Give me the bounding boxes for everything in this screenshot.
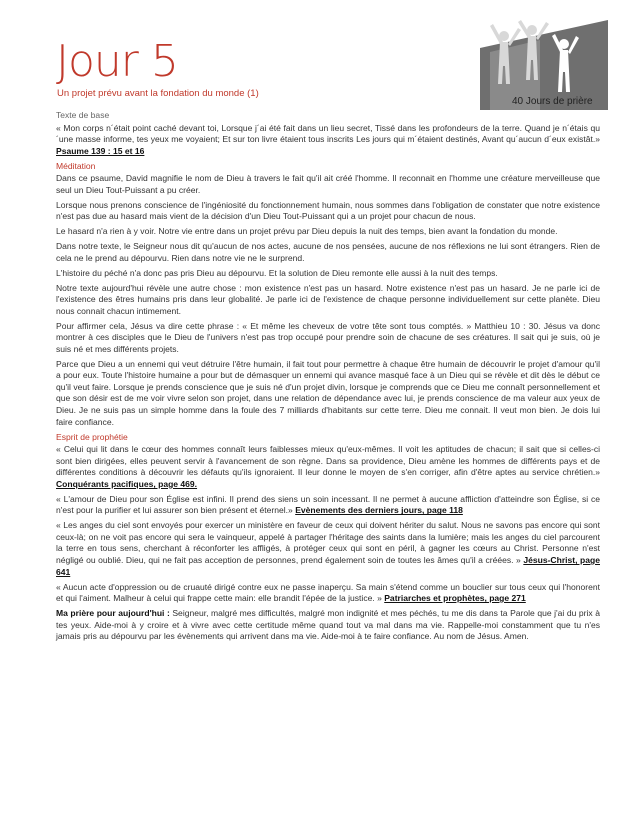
base-text-paragraph [56, 123, 600, 158]
prophecy-quote [56, 520, 600, 578]
quote-text: « L'amour de Dieu pour son Église est infini. Il prend des siens un soin incessant. Il ne permet à aucune affliction d'atteindre son Église, si ce n'est pour la purifier et lui assurer son bien présent et éternel.» [56, 493, 600, 516]
quote-text: « Celui qui lit dans le cœur des hommes connaît leurs faiblesses mieux qu'eux-mêmes. Il voit les aptitudes de chacun; il sait que si celles-ci sont bien dirigées, elles peuvent servir à l'avancement de son règne. Dans sa providence, Dieu amène les hommes de différents pays et de différentes conditions à découvrir les défauts qu'ils ignoraient. Il leur donne le moyen de s'en corriger, afin d'être aptes au service chrétien.» [56, 444, 600, 478]
section-label-meditation: Méditation [56, 160, 96, 171]
quote-reference: Jésus-Christ, page 641 [56, 555, 600, 577]
quote-reference: Conquérants pacifiques, page 469. [56, 478, 198, 489]
meditation-paragraph: L'histoire du péché n'a donc pas pris Dieu au dépourvu. Et la solution de Dieu remonte elle aussi à la nuit des temps. [56, 267, 498, 278]
base-text-reference: Psaume 139 : 15 et 16 [56, 145, 145, 156]
base-text: « Mon corps n´était point caché devant toi, Lorsque j´ai été fait dans un lieu secret, Tissé dans les profondeurs de la terre. Quand je n´étais qu´une masse informe, tes yeux me voyaient; Et sur ton livre étaient tous inscrits Les jours qui m´étaient destinés, Avant qu´aucun d´eux existât.» [56, 122, 600, 145]
prophecy-quote [56, 582, 600, 605]
meditation-paragraph: Pour affirmer cela, Jésus va dire cette phrase : « Et même les cheveux de votre tête sont tous comptés. » Matthieu 10 : 30. Jésus va donc montrer à ces disciples que le Dieu de l'univers n'est pas trop occupé pour prendre soin de chacune de ses créatures. Il sait qui je suis, où je suis né et mes différents projets. [56, 320, 600, 354]
meditation-paragraph: Dans notre texte, le Seigneur nous dit qu'aucun de nos actes, aucune de nos pensées, aucune de nos réflexions ne lui sont étrangers. Rien de cela ne le prend au dépourvu. Rien dans notre vie ne le surprend. [56, 241, 600, 263]
prophecy-quote [56, 494, 600, 517]
meditation-paragraph: Le hasard n'a rien à y voir. Notre vie entre dans un projet prévu par Dieu depuis la nuit des temps, bien avant la fondation du monde. [56, 226, 558, 237]
meditation-paragraph: Parce que Dieu a un ennemi qui veut détruire l'être humain, il fait tout pour permettre à chaque être humain de découvrir le projet d'amour qu'il a pour eux. Toute l'histoire humaine a pour but de démasquer un ennemi qui avance masqué face à un Dieu qui se révèle et dit dès le début ce qu'il veut faire. Lorsque je prends conscience que je suis né d'un projet divin, lorsque je comprends que ce Dieu me connaît personnellement et que son désir est de me voir vivre selon son projet, dans une relation de dépendance avec lui, je prends conscience de ma valeur aux yeux de Dieu. Je ne suis pas un simple homme dans la foule des 7 milliards d'habitants sur cette terre. Dieu me connait. Il veut mon bien. Je dois lui faire confiance. [56, 358, 600, 427]
quote-text: « Les anges du ciel sont envoyés pour exercer un ministère en faveur de ceux qui doivent hériter du salut. Nous ne savons pas encore qui sont ceux-là; on ne voit pas encore qui sera le vainqueur, appelé à partager l'héritage des saints dans la lumière; mais les anges du ciel parcourent la terre en tous sens, cherchant à réconforter les affligés, à protéger ceux qui sont en péril, à gagner les cœurs au Christ. Personne n'est négligé ou oublié. Dieu, qui ne fait pas acception de personnes, prend également soin de toutes les âmes qu'il a créées. » [56, 520, 600, 566]
prophecy-quote [56, 444, 600, 490]
meditation-paragraph: Lorsque nous prenons conscience de l'ingéniosité du fonctionnement humain, nous sommes dans l'obligation de constater que notre existence n'est pas due au hasard mais vient de la décision d'un Dieu Tout-Puissant qui a un projet pour chacun de nous. [56, 199, 600, 222]
page-subtitle: Un projet prévu avant la fondation du monde (1) [57, 88, 259, 99]
content-body [56, 110, 600, 646]
page-title: Jour 5 [56, 36, 178, 87]
quote-text: « Aucun acte d'oppression ou de cruauté dirigé contre eux ne passe inaperçu. Sa main s'étend comme un bouclier sur tous ceux qui l'honorent et qui l'aiment. Malheur à celui qui frappe cette main: elle brandit l'épée de la justice. » [56, 581, 600, 604]
meditation-paragraph: Notre texte aujourd'hui révèle une autre chose : mon existence n'est pas un hasard. Notre existence n'est pas un hasard. Je ne parle ici de l'existence des êtres humains pris dans leur globalité. Je parle ici de l'existence de chaque personne individuellement sur cette planète. Dieu nous connait chacun intimement. [56, 282, 600, 316]
prayer-text: Seigneur, malgré mes difficultés, malgré mon indignité et mes péchés, tu me dis dans ta Parole que j'ai du prix à tes yeux. Aide-moi à y croire et à vivre avec cette certitude même quand tout va mal dans ma vie. Rappelle-moi constamment que tu n'es jamais pris au dépourvu par les évènements qui arrivent dans ma vie. Aide-moi à te faire confiance. Au nom de Jésus. Amen. [56, 608, 600, 642]
meditation-paragraph: Dans ce psaume, David magnifie le nom de Dieu à travers le fait qu'il ait créé l'homme. Il reconnait en l'homme une créature merveilleuse que seul un Dieu Tout-Puissant a pu créer. [56, 173, 600, 195]
prayer-label: Ma prière pour aujourd'hui : [56, 608, 173, 619]
quote-reference: Evènements des derniers jours, page 118 [295, 505, 463, 516]
quote-reference: Patriarches et prophètes, page 271 [384, 593, 526, 604]
section-label-esprit-de-prophetie: Esprit de prophétie [56, 431, 128, 442]
section-label-texte-de-base: Texte de base [56, 110, 110, 120]
logo-caption: 40 Jours de prière [512, 96, 593, 107]
prayer-paragraph [56, 608, 600, 643]
